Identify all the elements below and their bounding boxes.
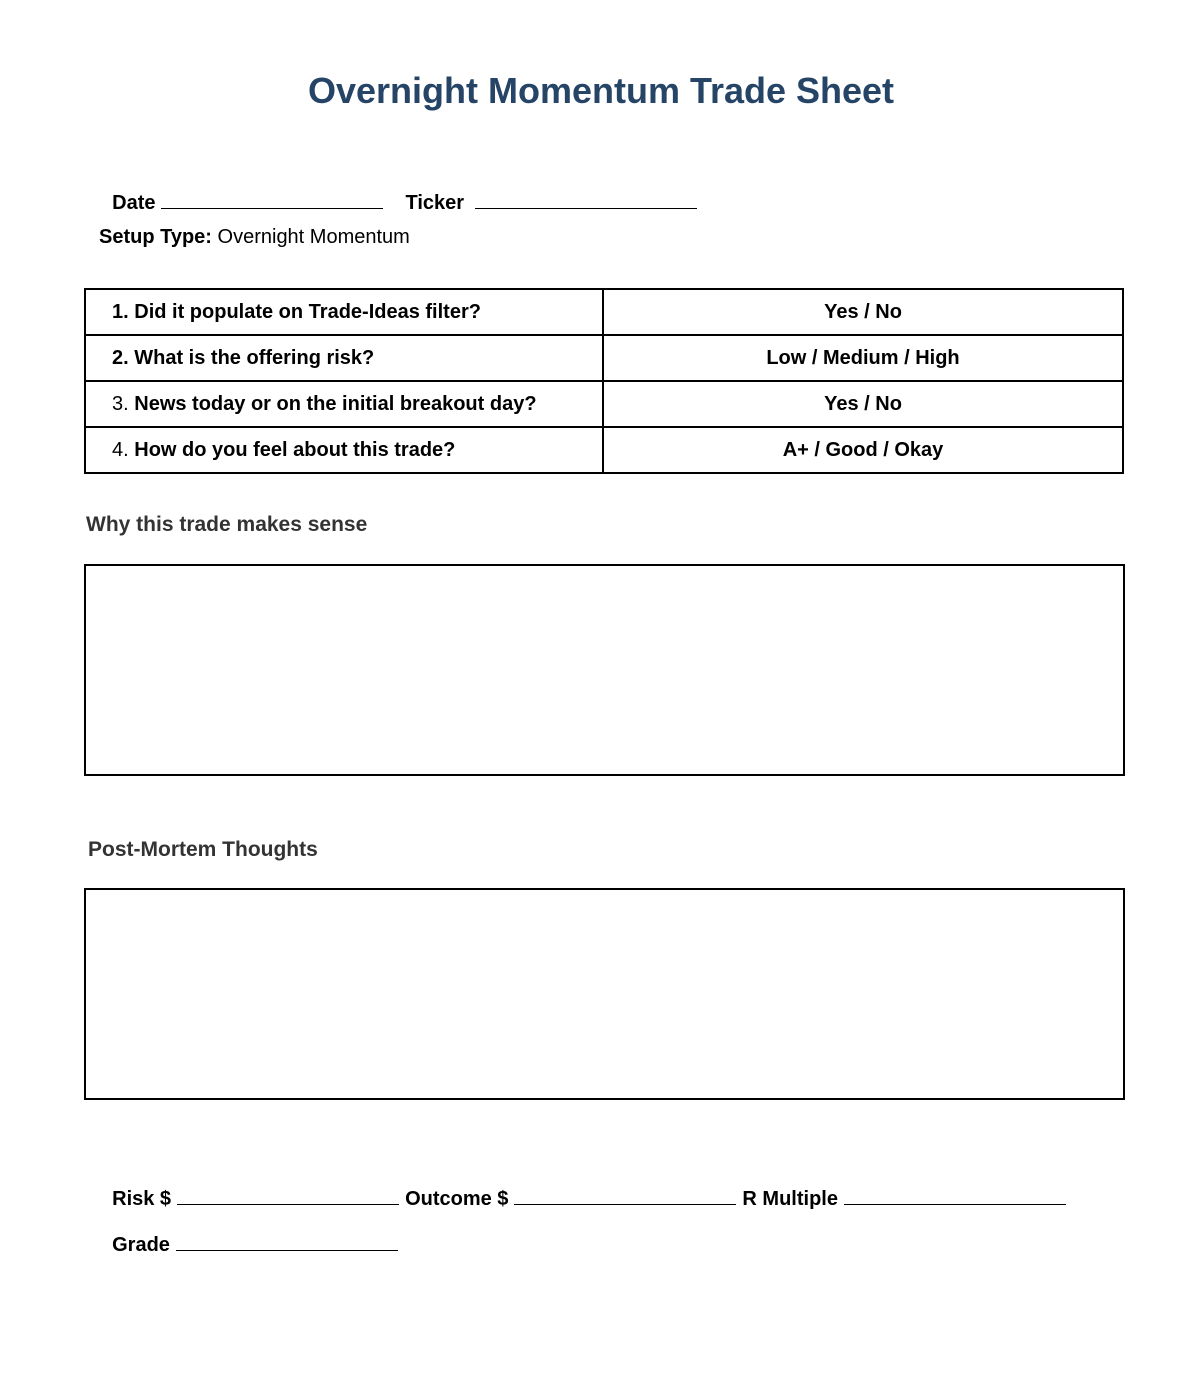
date-field[interactable] (161, 190, 383, 209)
risk-label: Risk $ (112, 1188, 172, 1210)
question-number: 2. (112, 346, 129, 369)
grade-field[interactable] (176, 1232, 398, 1251)
rationale-notes-box[interactable] (84, 564, 1125, 776)
grade-row (101, 1208, 398, 1257)
table-row (85, 381, 1123, 427)
outcome-label: Outcome $ (405, 1188, 509, 1210)
question-text: How do you feel about this trade? (134, 438, 456, 461)
setup-type (99, 225, 410, 249)
r-multiple-label: R Multiple (742, 1188, 838, 1210)
date-ticker-row (101, 166, 697, 215)
setup-type-label: Setup Type: (99, 226, 212, 248)
checklist-answer-options[interactable]: Yes / No (603, 381, 1123, 427)
setup-type-value: Overnight Momentum (217, 226, 410, 248)
table-row (85, 427, 1123, 473)
checklist-question (85, 335, 603, 381)
ticker-label: Ticker (405, 192, 465, 214)
postmortem-heading: Post-Mortem Thoughts (88, 838, 318, 861)
ticker-field[interactable] (475, 190, 697, 209)
checklist-table (84, 288, 1124, 474)
risk-field[interactable] (177, 1186, 399, 1205)
page-title: Overnight Momentum Trade Sheet (307, 70, 895, 111)
checklist-answer-options[interactable]: Yes / No (603, 289, 1123, 335)
question-number: 3. (112, 392, 129, 415)
question-number: 4. (112, 438, 129, 461)
checklist-question (85, 427, 603, 473)
checklist-question (85, 381, 603, 427)
outcome-field[interactable] (514, 1186, 736, 1205)
postmortem-notes-box[interactable] (84, 888, 1125, 1100)
r-multiple-field[interactable] (844, 1186, 1066, 1205)
question-text: What is the offering risk? (134, 346, 375, 369)
checklist-answer-options[interactable]: Low / Medium / High (603, 335, 1123, 381)
question-text: Did it populate on Trade-Ideas filter? (134, 300, 481, 323)
checklist-answer-options[interactable]: A+ / Good / Okay (603, 427, 1123, 473)
grade-label: Grade (112, 1234, 170, 1256)
question-number: 1. (112, 300, 129, 323)
rationale-heading: Why this trade makes sense (86, 513, 368, 536)
checklist-question (85, 289, 603, 335)
table-row (85, 335, 1123, 381)
table-row (85, 289, 1123, 335)
date-label: Date (112, 192, 156, 214)
question-text: News today or on the initial breakout day? (134, 392, 537, 415)
results-row (101, 1162, 1066, 1211)
